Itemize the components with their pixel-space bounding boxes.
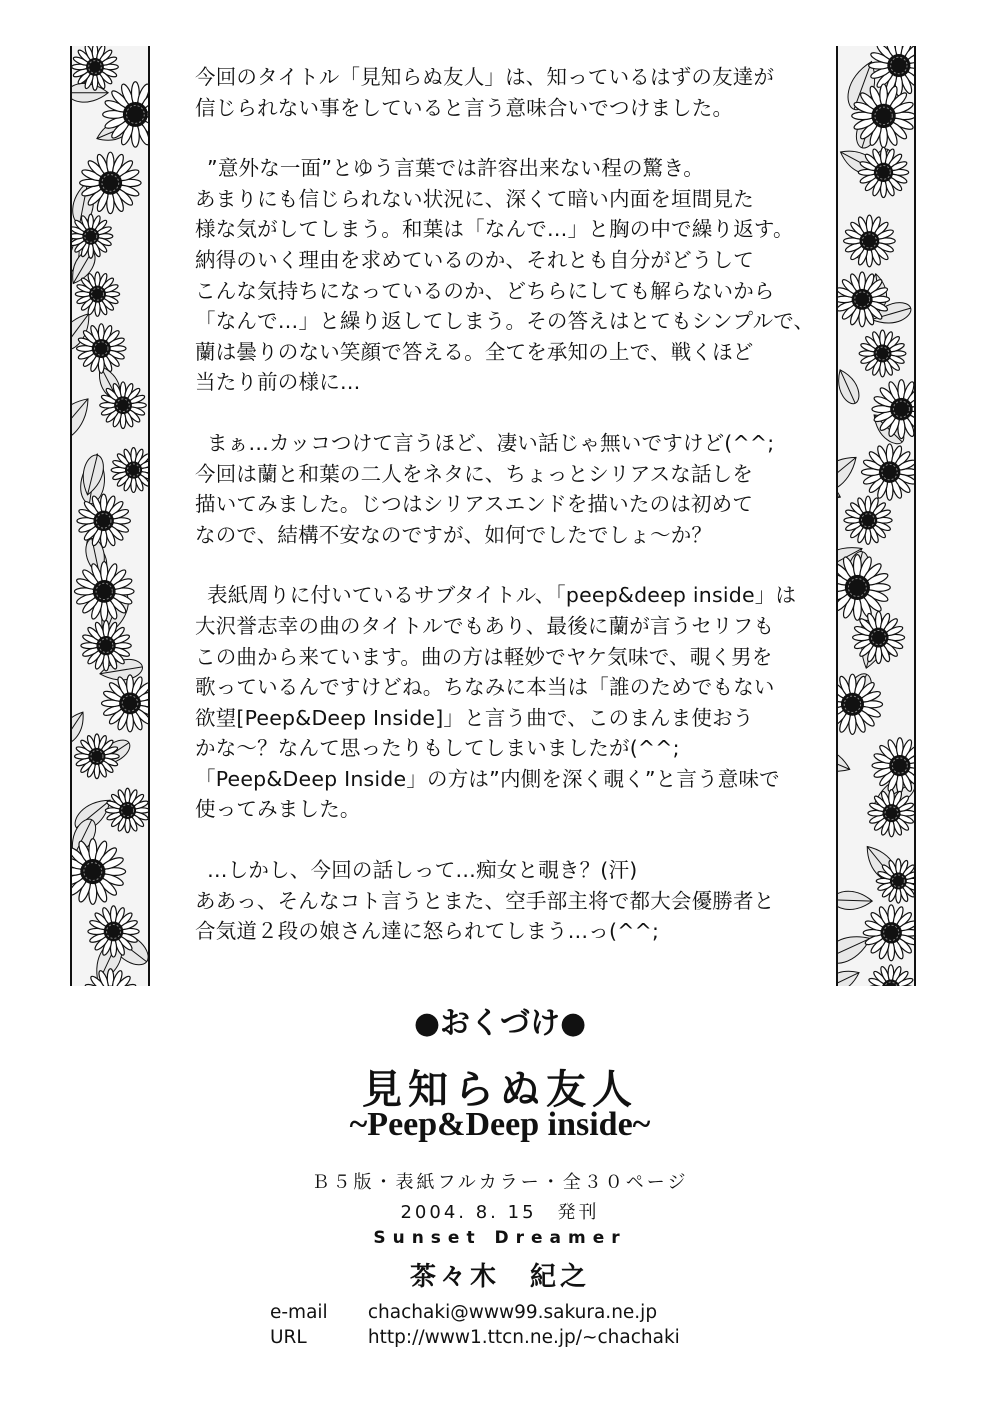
url-link[interactable]: http://www1.ttcn.ne.jp/~chachaki — [367, 1327, 680, 1348]
publish-date: 2004. 8. 15 発刊 — [400, 1202, 600, 1223]
author-name: 茶々木 紀之 — [409, 1262, 590, 1292]
paragraph-serious: まぁ…カッコつけて言うほど、凄い話じゃ無いですけど(^^; 今回は蘭と和葉の二人をネタに、ちょっとシリアスな話しを 描いてみました。じつはシリアスエンドを描いたのは初めて なので、結構不安なのですが、如何でしたでしょ～か？ — [195, 430, 775, 547]
paragraph-closing: …しかし、今回の話しって…痴女と覗き？(汗) ああっ、そんなコト言うとまた、空手部主将で都大会優勝者と 合気道２段の娘さん達に怒られてしまう…っ(^^; — [195, 858, 775, 944]
url-line — [270, 1327, 680, 1348]
sunflower-icon — [838, 46, 914, 986]
right-sunflower-border — [836, 46, 916, 986]
paragraph-title-meaning: 今回のタイトル「見知らぬ友人」は、知っているはずの友達が 信じられない事をしていると言う意味合いでつけました。 — [195, 65, 775, 120]
paragraph-surprise: ”意外な一面”とゆう言葉では許容出来ない程の驚き。 あまりにも信じられない状況に、深くて暗い内面を垣間見た 様な気がしてしまう。和葉は「なんで…」と胸の中で繰り返す。 納得のいく理由を求めているのか、それとも自分がどうして こんな気持ちになっているのか、どちらにしても解らないから 「なんで…」と繰り返してしまう。その答えはとてもシンプルで、 蘭は曇りのない笑顔で答える。全てを承知の上で、戦くほど 当たり前の様に… — [195, 156, 815, 395]
url-label: URL — [270, 1327, 307, 1348]
email-line — [270, 1302, 657, 1323]
colophon-heading: ●おくづけ● — [413, 1006, 587, 1041]
book-title: 見知らぬ友人 — [362, 1066, 638, 1113]
circle-name: Sunset Dreamer — [373, 1228, 627, 1248]
book-subtitle: ~Peep&Deep inside~ — [349, 1106, 651, 1143]
afterword-text — [195, 62, 825, 977]
left-sunflower-border — [70, 46, 150, 986]
format-info: Ｂ５版・表紙フルカラー・全３０ページ — [311, 1172, 689, 1193]
email-address[interactable]: chachaki@www99.sakura.ne.jp — [367, 1302, 658, 1323]
sunflower-icon — [72, 46, 148, 986]
email-label: e-mail — [270, 1302, 328, 1323]
paragraph-subtitle: 表紙周りに付いているサブタイトル、「peep&deep inside」は 大沢誉志幸の曲のタイトルでもあり、最後に蘭が言うセリフも この曲から来ています。曲の方は軽妙でヤケ気味で、覗く男を 歌っているんですけどね。ちなみに本当は「誰のためでもない 欲望[Peep&Deep Inside]」と言う曲で、このまんま使おう かな～？なんて思ったりもしてしまいましたが(^^; 「Peep&Deep Inside」の方は”内側を深く覗く”と言う意味で 使ってみました。 — [195, 583, 797, 822]
